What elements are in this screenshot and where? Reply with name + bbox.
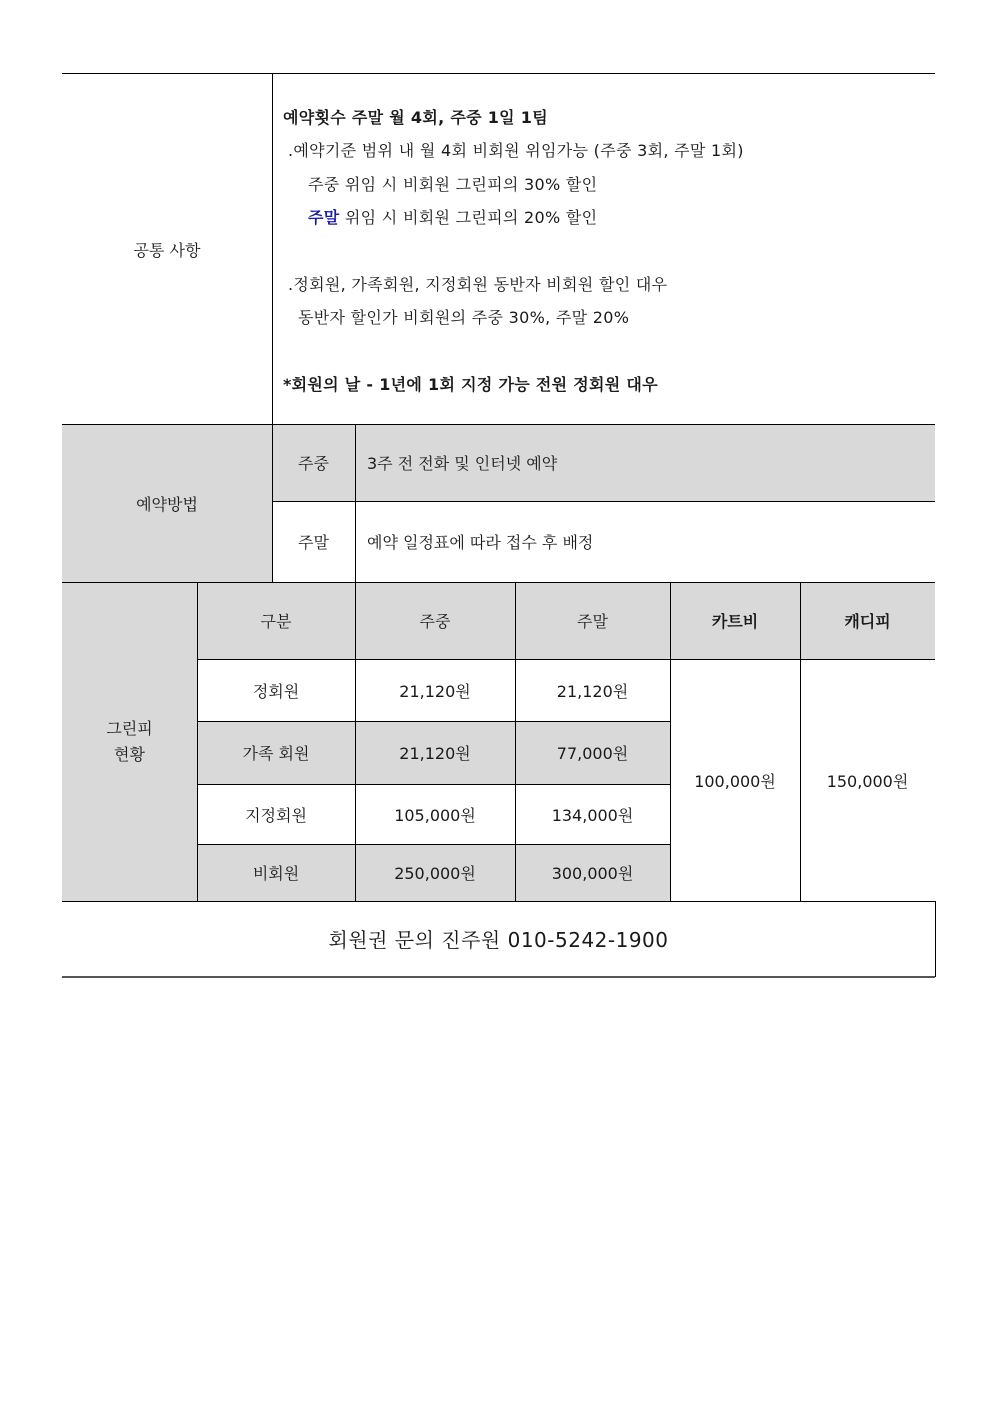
header-category: 구분 (260, 612, 292, 631)
caddie-fee-value: 150,000원 (826, 771, 909, 791)
reservation-weekend-label: 주말 (298, 533, 329, 552)
common-line-companion: .정회원, 가족회원, 지정회원 동반자 비회원 할인 대우 (288, 275, 668, 294)
row-regular-type: 정회원 (252, 681, 300, 701)
common-label: 공통 사항 (133, 240, 201, 260)
header-cart-fee: 카트비 (711, 612, 759, 631)
cart-fee-value: 100,000원 (694, 771, 776, 791)
header-weekday: 주중 (419, 612, 451, 631)
row-designated-weekday: 105,000원 (394, 805, 476, 825)
common-line-weekday-discount: 주중 위임 시 비회원 그린피의 30% 할인 (308, 175, 598, 194)
reservation-weekend-text: 예약 일정표에 따라 접수 후 배정 (367, 533, 594, 552)
header-weekend: 주말 (577, 612, 608, 631)
contact-info: 회원권 문의 진주원 010-5242-1900 (328, 928, 669, 952)
common-line-companion-rate: 동반자 할인가 비회원의 주중 30%, 주말 20% (298, 308, 630, 327)
common-line-delegation: .예약기준 범위 내 월 4회 비회원 위임가능 (주중 3회, 주말 1회) (288, 141, 744, 160)
header-caddie-fee: 캐디피 (844, 612, 891, 631)
weekend-discount-text: 위임 시 비회원 그린피의 20% 할인 (339, 208, 598, 227)
row-family-weekday: 21,120원 (399, 744, 471, 763)
common-line-reservation-count: 예약횟수 주말 월 4회, 주중 1일 1팀 (283, 108, 548, 127)
row-family-weekend: 77,000원 (556, 744, 629, 763)
greenfee-label-line2: 현황 (114, 744, 145, 764)
row-nonmember-weekday: 250,000원 (394, 864, 476, 883)
weekend-highlight: 주말 (308, 208, 340, 227)
greenfee-label-line1: 그린피 (106, 718, 153, 738)
row-designated-type: 지정회원 (245, 805, 307, 825)
row-regular-weekday: 21,120원 (399, 681, 471, 701)
row-family-type: 가족 회원 (242, 744, 310, 763)
row-regular-weekend: 21,120원 (556, 681, 629, 701)
common-line-weekend-discount (308, 205, 597, 228)
reservation-label: 예약방법 (136, 494, 198, 514)
greenfee-label (62, 582, 197, 901)
row-nonmember-weekend: 300,000원 (551, 864, 634, 883)
row-nonmember-type: 비회원 (252, 864, 300, 883)
row-designated-weekend: 134,000원 (551, 805, 634, 825)
reservation-weekday-text: 3주 전 전화 및 인터넷 예약 (367, 454, 558, 473)
common-line-member-day: *회원의 날 - 1년에 1회 지정 가능 전원 정회원 대우 (283, 375, 658, 394)
reservation-weekday-label: 주중 (298, 454, 329, 473)
